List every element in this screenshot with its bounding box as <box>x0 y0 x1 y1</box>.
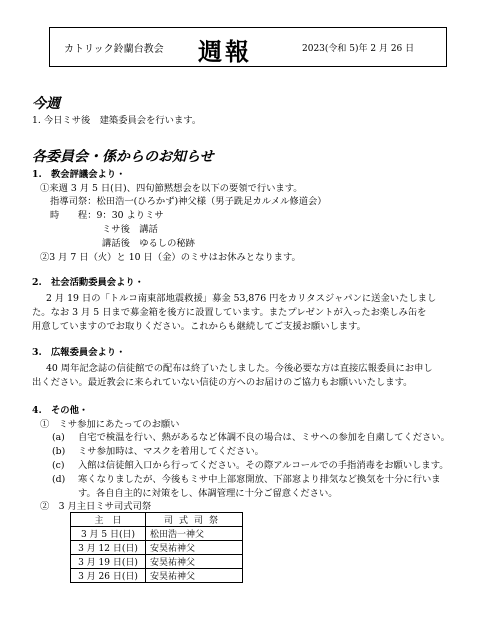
cell-date: 3 月 12 日(日) <box>71 541 146 555</box>
pr-line: 40 周年記念誌の信徒館での配布は終了いたしました。今後必要な方は直接広報委員にお申し <box>46 363 433 374</box>
other-sub-heading: ② 3 月主日ミサ司式司祭 <box>40 501 152 512</box>
column-header: 司式司祭 <box>146 513 243 527</box>
item-text: す。各自自主的に対策をし、体調管理に十分ご留意ください。 <box>78 488 338 499</box>
social-line: た。なお 3 月 5 日まで募金箱を後方に設置しています。またプレゼントが入ったお楽しみ缶を <box>32 307 427 318</box>
council-line: ②3 月 7 日（火）と 10 日（金）のミサはお休みとなります。 <box>40 252 301 263</box>
column-header: 主 日 <box>71 513 146 527</box>
council-line: ミサ後 講話 <box>102 224 158 235</box>
table-row <box>71 555 243 569</box>
pr-line: 出ください。最近教会に来られていない信徒の方へのお届けのご協力もお願いいたします。 <box>32 377 413 388</box>
item-label: (c) <box>52 460 65 471</box>
this-week-item: 1. 今日ミサ後 建築委員会を行います。 <box>32 115 202 126</box>
cell-priest: 松田浩一神父 <box>146 527 243 541</box>
social-line: 用意していますのでお取りください。これからも継続してご支援お願いします。 <box>32 321 366 332</box>
section-heading-notices: 各委員会・係からのお知らせ <box>32 149 214 165</box>
social-title: 2. 社会活動委員会より・ <box>32 277 144 288</box>
issue-date: 2023(令和 5)年 2 月 26 日 <box>302 44 415 54</box>
council-line: ①来週 3 月 5 日(日)、四旬節黙想会を以下の要領で行います。 <box>40 183 303 194</box>
cell-priest: 安昊祐神父 <box>146 541 243 555</box>
council-line: 指導司祭：松田浩一(ひろかず)神父様（男子跣足カルメル修道会） <box>50 196 327 207</box>
social-line: 2 月 19 日の「トルコ南東部地震救援」募金 53,876 円をカリタスジャパンに送金いたしまし <box>46 293 437 304</box>
other-sub-heading: ① ミサ参加にあたってのお願い <box>40 419 180 430</box>
table-row <box>71 569 243 583</box>
cell-priest: 安昊祐神父 <box>146 555 243 569</box>
cell-date: 3 月 5 日(日) <box>71 527 146 541</box>
item-label: (b) <box>52 446 66 457</box>
cell-date: 3 月 19 日(日) <box>71 555 146 569</box>
council-title: 1. 教会評議会より・ <box>32 169 126 180</box>
header-box <box>49 27 447 67</box>
item-text: ミサ参加時は、マスクを着用してください。 <box>78 446 264 457</box>
mass-schedule-table <box>70 512 243 583</box>
other-title: 4. その他・ <box>32 405 89 416</box>
item-text: 寒くなりましたが、今後もミサ中上部窓開放、下部窓より排気など換気を十分に行いま <box>78 474 441 485</box>
item-text: 入館は信徒館入口から行ってください。その際アルコールでの手指消毒をお願いします。 <box>78 460 449 471</box>
item-text: 自宅で検温を行い、熱があるなど体調不良の場合は、ミサへの参加を自粛してください。 <box>78 432 450 443</box>
table-row <box>71 541 243 555</box>
section-heading-this-week: 今週 <box>32 96 60 112</box>
page-title: 週報 <box>198 37 252 66</box>
council-line: 時 程：9：30 よりミサ <box>50 210 164 221</box>
cell-priest: 安昊祐神父 <box>146 569 243 583</box>
cell-date: 3 月 26 日(日) <box>71 569 146 583</box>
item-label: (a) <box>52 432 65 443</box>
item-label: (d) <box>52 474 66 485</box>
table-row <box>71 527 243 541</box>
table-header-row <box>71 513 243 527</box>
church-name: カトリック鈴蘭台教会 <box>64 44 164 55</box>
council-line: 講話後 ゆるしの秘跡 <box>102 238 195 249</box>
pr-title: 3. 広報委員会より・ <box>32 347 126 358</box>
